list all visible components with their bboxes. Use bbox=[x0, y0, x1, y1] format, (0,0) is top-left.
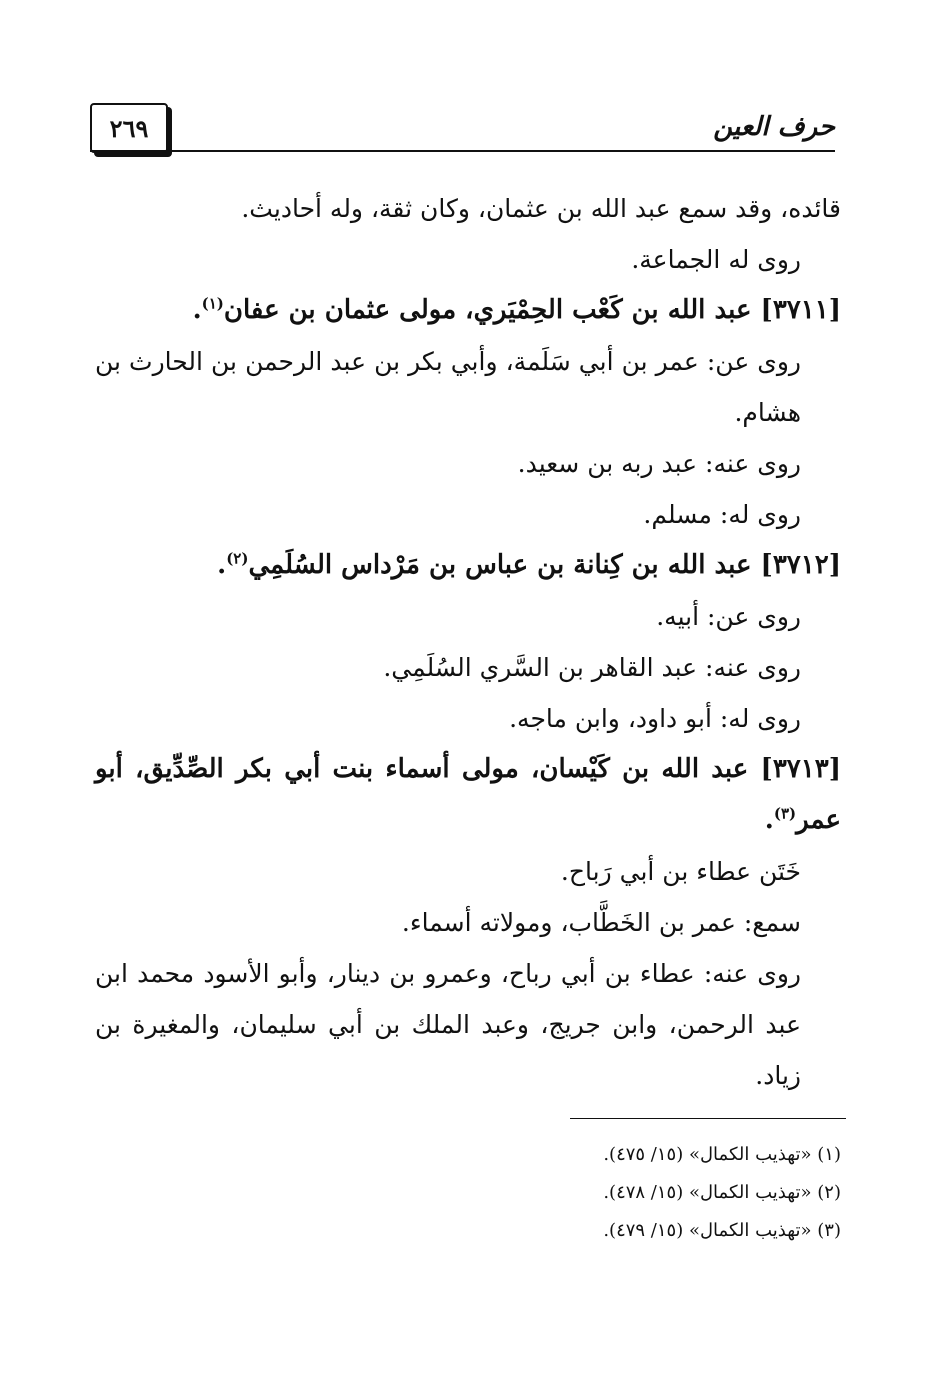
footnote-marker: (٣) bbox=[773, 804, 797, 823]
page-body bbox=[95, 183, 841, 1101]
paragraph: روى له الجماعة. bbox=[631, 245, 801, 274]
paragraph: روى عن: أبيه. bbox=[656, 602, 801, 631]
entry-heading-3711: [٣٧١١] عبد الله بن كَعْب الحِمْيَري، مولى عثمان بن عفان$^{(١)}$. bbox=[192, 294, 841, 325]
footnote-rule bbox=[570, 1118, 846, 1119]
paragraph: خَتَن عطاء بن أبي رَباح. bbox=[560, 857, 801, 886]
paragraph: روى عن: عمر بن أبي سَلَمة، وأبي بكر بن عبد الرحمن بن الحارث بن هشام. bbox=[95, 347, 801, 427]
page-number-box bbox=[90, 103, 168, 153]
page-number: ٢٦٩ bbox=[109, 113, 149, 143]
paragraph: روى عنه: عطاء بن أبي رباح، وعمرو بن دينار، وأبو الأسود محمد ابن عبد الرحمن، وابن جريج، وعبد الملك بن أبي سليمان، والمغيرة بن زياد. bbox=[95, 959, 801, 1090]
paragraph: روى عنه: عبد ربه بن سعيد. bbox=[517, 449, 801, 478]
footnote: (٢) «تهذيب الكمال» (١٥/ ٤٧٨). bbox=[603, 1182, 841, 1203]
running-header: حرف العين bbox=[713, 112, 835, 142]
paragraph: روى له: مسلم. bbox=[643, 500, 801, 529]
paragraph: قائده، وقد سمع عبد الله بن عثمان، وكان ثقة، وله أحاديث. bbox=[241, 194, 841, 223]
header-rule bbox=[90, 150, 835, 152]
paragraph: روى له: أبو داود، وابن ماجه. bbox=[509, 704, 801, 733]
footnote-marker: (١) bbox=[201, 294, 224, 313]
footnote-marker: (٢) bbox=[226, 549, 249, 568]
footnote: (٣) «تهذيب الكمال» (١٥/ ٤٧٩). bbox=[603, 1220, 841, 1241]
paragraph: سمع: عمر بن الخَطَّاب، ومولاته أسماء. bbox=[401, 908, 801, 937]
paragraph: روى عنه: عبد القاهر بن السَّري السُلَمِي. bbox=[383, 653, 801, 682]
entry-heading-3713: [٣٧١٣] عبد الله بن كَيْسان، مولى أسماء بنت أبي بكر الصِّدِّيق، أبو عمر$^{(٣)}$. bbox=[95, 754, 841, 835]
footnote: (١) «تهذيب الكمال» (١٥/ ٤٧٥). bbox=[603, 1144, 841, 1165]
footnotes bbox=[241, 1136, 841, 1250]
entry-heading-3712: [٣٧١٢] عبد الله بن كِنانة بن عباس بن مَرْداس السُلَمِي$^{(٢)}$. bbox=[217, 549, 841, 580]
